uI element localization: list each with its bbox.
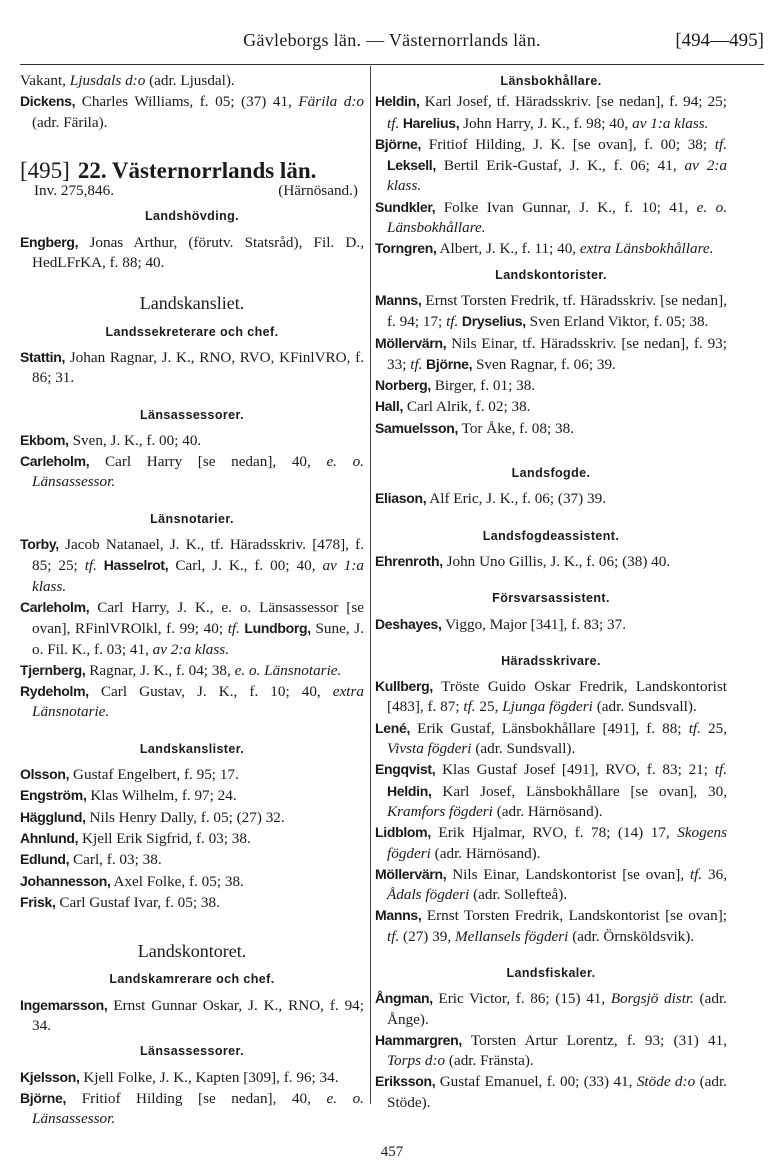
entry: Björne, Fritiof Hilding, J. K. [se ovan], f. 00; 38; tf. Leksell, Bertil Erik-Gustaf, J. K., f. 06; 41, av 2:a klass. [375, 135, 727, 195]
entry: Manns, Ernst Torsten Fredrik, Landskontorist [se ovan]; tf. (27) 39, Mellansels fögderi (adr. Örnsköldsvik). [375, 907, 727, 945]
entry: Deshayes, Viggo, Major [341], f. 83; 37. [375, 615, 626, 633]
entry: Möllervärn, Nils Einar, Landskontorist [se ovan], tf. 36, Ådals fögderi (adr. Sollefteå). [375, 865, 727, 904]
county-heading: [495] 22. Västernorrlands län. [20, 157, 317, 183]
page-range: [494—495] [675, 30, 764, 51]
subheading: Länsnotarier. [150, 511, 234, 526]
subheading: Landsfogdeassistent. [482, 528, 620, 543]
entry: Olsson, Gustaf Engelbert, f. 95; 17. [20, 766, 239, 784]
entry: Lidblom, Erik Hjalmar, RVO, f. 78; (14) 17, Skogens fögderi (adr. Härnösand). [375, 824, 727, 862]
entry: Manns, Ernst Torsten Fredrik, tf. Häradsskriv. [se nedan], f. 94; 17; tf. Dryselius, Sven Erland Viktor, f. 05; 38. [375, 291, 727, 331]
entry: Engberg, Jonas Arthur, (förutv. Statsråd), Fil. D., HedLFrKA, f. 88; 40. [20, 233, 364, 272]
entry: Heldin, Karl Josef, tf. Häradsskriv. [se nedan], f. 94; 25; tf. Harelius, John Harry, J. K., f. 98; 40, av 1:a klass. [375, 93, 727, 132]
subheading: Försvarsassistent. [492, 591, 610, 606]
subheading: Länsassessorer. [140, 1044, 244, 1059]
subheading: Landshövding. [144, 209, 240, 224]
page-number: 457 [380, 1144, 404, 1160]
entry: Dickens, Charles Williams, f. 05; (37) 41, Färila d:o (adr. Färila). [20, 93, 364, 131]
left-column [20, 71, 364, 1129]
entry: Norberg, Birger, f. 01; 38. [375, 377, 536, 395]
entry: Björne, Fritiof Hilding [se nedan], 40, e. o. Länsassessor. [20, 1089, 364, 1128]
right-column [375, 71, 727, 1113]
section-heading: Landskansliet. [139, 293, 245, 314]
entry: Engström, Klas Wilhelm, f. 97; 24. [20, 787, 237, 805]
entry: Torby, Jacob Natanael, J. K., tf. Häradsskriv. [478], f. 85; 25; tf. Hasselrot, Carl, J. K., f. 00; 40, av 1:a klass. [20, 536, 364, 595]
entry: Eriksson, Gustaf Emanuel, f. 00; (33) 41, Stöde d:o (adr. Stöde). [375, 1073, 727, 1111]
entry: Vakant, Ljusdals d:o (adr. Ljusdal). [20, 72, 235, 89]
entry: Edlund, Carl, f. 03; 38. [20, 851, 162, 869]
entry: Rydeholm, Carl Gustav, J. K., f. 10; 40, extra Länsnotarie. [20, 683, 364, 721]
header-rule [20, 64, 764, 65]
entry: Hägglund, Nils Henry Dally, f. 05; (27) 32. [20, 808, 285, 826]
entry: Ahnlund, Kjell Erik Sigfrid, f. 03; 38. [20, 829, 251, 847]
entry: Frisk, Carl Gustaf Ivar, f. 05; 38. [20, 893, 220, 911]
entry: Kullberg, Tröste Guido Oskar Fredrik, Landskontorist [483], f. 87; tf. 25, Ljunga fögderi (adr. Sundsvall). [375, 678, 727, 716]
entry: Hall, Carl Alrik, f. 02; 38. [375, 398, 531, 416]
entry: Samuelsson, Tor Åke, f. 08; 38. [375, 419, 575, 437]
subheading: Landskanslister. [139, 741, 245, 756]
entry: Ingemarsson, Ernst Gunnar Oskar, J. K., RNO, f. 94; 34. [20, 996, 364, 1034]
subheading: Landssekreterare och chef. [105, 324, 279, 339]
subheading: Landsfogde. [511, 466, 591, 481]
entry: Stattin, Johan Ragnar, J. K., RNO, RVO, KFinlVRO, f. 86; 31. [20, 348, 364, 387]
county-info: Inv. 275,846. (Härnösand.) [34, 182, 358, 200]
subheading: Häradsskrivare. [501, 653, 601, 668]
entry: Engqvist, Klas Gustaf Josef [491], RVO, f. 83; 21; tf. Heldin, Karl Josef, Länsbokhållare [se ovan], 30, Kramfors fögderi (adr. Härnösand). [375, 761, 727, 820]
entry: Ehrenroth, John Uno Gillis, J. K., f. 06; (38) 40. [375, 552, 671, 570]
subheading: Landskontorister. [495, 267, 607, 282]
subheading: Länsassessorer. [140, 407, 244, 422]
entry: Carleholm, Carl Harry, J. K., e. o. Länsassessor [se ovan], RFinlVROlkl, f. 99; 40; tf. Lundborg, Sune, J. o. Fil. K., f. 03; 41, av 2:a klass. [20, 598, 364, 658]
subheading: Landskamrerare och chef. [109, 972, 275, 987]
subheading: Länsbokhållare. [500, 74, 602, 88]
entry: Hammargren, Torsten Artur Lorentz, f. 93; (31) 41, Torps d:o (adr. Fränsta). [375, 1031, 727, 1070]
page-header [20, 30, 764, 60]
column-divider [370, 66, 371, 1104]
entry: Carleholm, Carl Harry [se nedan], 40, e. o. Länsassessor. [20, 453, 364, 491]
entry: Kjelsson, Kjell Folke, J. K., Kapten [309], f. 96; 34. [20, 1068, 339, 1086]
subheading: Landsfiskaler. [506, 965, 596, 980]
entry: Lené, Erik Gustaf, Länsbokhållare [491], f. 88; tf. 25, Vivsta fögderi (adr. Sundsvall). [375, 719, 728, 758]
entry: Möllervärn, Nils Einar, tf. Häradsskriv. [se nedan], f. 93; 33; tf. Björne, Sven Ragnar, f. 06; 39. [375, 334, 727, 373]
entry: Tjernberg, Ragnar, J. K., f. 04; 38, e. o. Länsnotarie. [20, 661, 342, 679]
entry: Ångman, Eric Victor, f. 86; (15) 41, Borgsjö distr. (adr. Ånge). [375, 990, 727, 1028]
entry: Eliason, Alf Eric, J. K., f. 06; (37) 39. [375, 490, 606, 508]
section-heading: Landskontoret. [137, 941, 247, 962]
running-title: Gävleborgs län. — Västernorrlands län. [243, 30, 541, 50]
entry: Johannesson, Axel Folke, f. 05; 38. [20, 872, 244, 890]
entry: Torngren, Albert, J. K., f. 11; 40, extra Länsbokhållare. [375, 240, 714, 258]
entry: Ekbom, Sven, J. K., f. 00; 40. [20, 431, 202, 449]
entry: Sundkler, Folke Ivan Gunnar, J. K., f. 10; 41, e. o. Länsbokhållare. [375, 198, 727, 237]
